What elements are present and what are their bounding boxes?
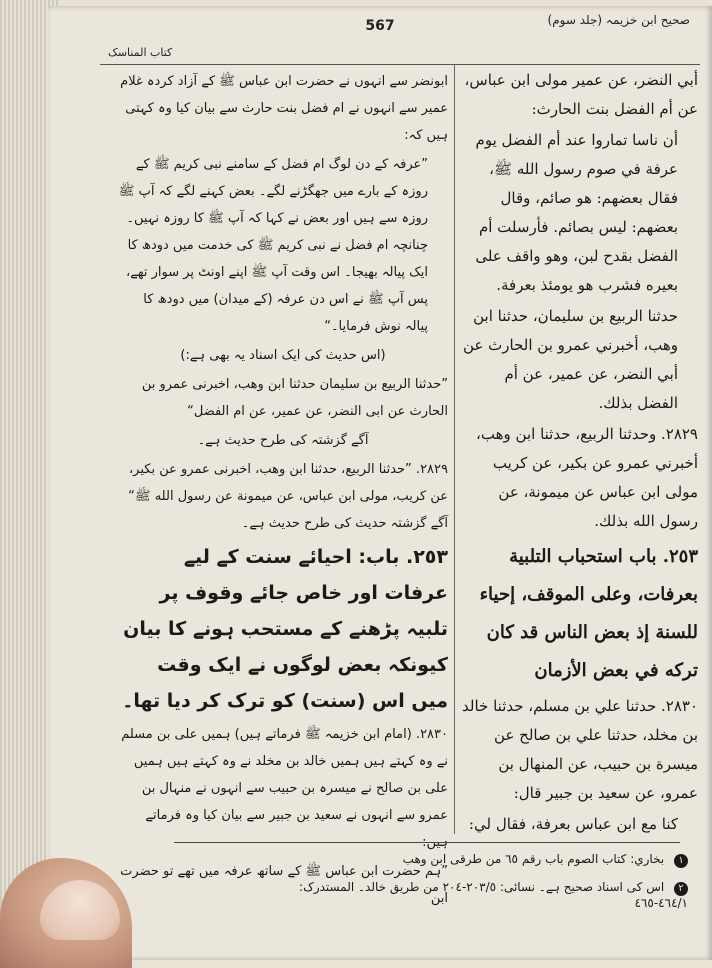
- book-title: صحیح ابن خزیمہ (جلد سوم): [547, 13, 690, 27]
- footnote-1: [278, 852, 688, 868]
- urdu-text: ٢٨٣٠. (امام ابن خزیمہ ﷺ فرماتے ہیں) ہمیں علی بن مسلم نے وہ کہتے ہیں ہمیں خالد بن مخلد نے وہ کہتے ہیں ہمیں علی بن صالح نے میسرہ بن حبیب سے انہوں نے منہال بن عمرو سے انہوں نے سعید بن جبیر سے بیان کیا وہ فرماتے ہیں:: [121, 727, 448, 850]
- arabic-column: [460, 66, 698, 841]
- urdu-chapter-heading: ٢٥٣. باب: احیائے سنت کے لیے عرفات اور خاص جائے وقوف پر تلبیہ پڑھنے کے مستحب ہونے کا بیان کیونکہ بعض لوگوں نے ایک وقت میں اس (سنت) کو ترک کر دیا تھا۔: [122, 546, 448, 712]
- footnote-2: [278, 880, 688, 910]
- arabic-text: حدثنا الربيع بن سليمان، حدثنا ابن وهب، أخبرني عمرو بن الحارث عن أبي النضر، عن عمير، عن أم الفضل بذلك.: [463, 307, 678, 412]
- arabic-chapter-heading: ٢٥٣. باب استحباب التلبية بعرفات، وعلى الموقف، إحياء للسنة إذ بعض الناس قد كان تركه في بعض الأزمان: [479, 546, 698, 681]
- running-header: [48, 10, 712, 59]
- urdu-text: ابونضر سے انہوں نے حضرت ابن عباس ﷺ کے آزاد کردہ غلام عمیر سے انہوں نے ام فضل بنت حارث سے بیان کیا وہ کہتی ہیں کہ:: [120, 74, 448, 143]
- urdu-text: ”عرفہ کے دن لوگ ام فضل کے سامنے نبی کریم ﷺ کے روزہ کے بارے میں جھگڑنے لگے۔ بعض کہنے لگے کہ آپ ﷺ روزہ سے ہیں اور بعض نے کہا کہ آپ ﷺ کا روزہ نہیں۔ چنانچہ ام فضل نے نبی کریم ﷺ کی خدمت میں دودھ کا ایک پیالہ بھیجا۔ اس وقت آپ ﷺ اپنے اونٹ پر سوار تھے، پس آپ ﷺ نے اس دن عرفہ (کے میدان) میں دودھ کا پیالہ نوش فرمایا۔“: [118, 157, 428, 334]
- column-divider: [454, 64, 455, 834]
- arabic-text: أن ناسا تماروا عند أم الفضل يوم عرفة في صوم رسول الله ﷺ، فقال بعضهم: هو صائم، وقال بعضهم: ليس بصائم. فأرسلت أم الفضل بقدح لبن، وهو واقف على بعيره فشرب هو يومئذ بعرفة.: [475, 131, 678, 294]
- arabic-text: أبي النضر، عن عمير مولى ابن عباس، عن أم الفضل بنت الحارث:: [464, 71, 698, 118]
- urdu-text: آگے گزشتہ کی طرح حدیث ہے۔: [197, 433, 369, 448]
- urdu-text: ”حدثنا الربیع بن سلیمان حدثنا ابن وهب، اخبرنی عمرو بن الحارث عن ابی النضر، عن عمیر، عن ام الفضل“: [141, 377, 448, 419]
- urdu-text: ”ہم حضرت ابن عباس ﷺ کے ساتھ عرفہ میں تھے تو حضرت ابن: [120, 864, 448, 906]
- footnote-marker: ١: [674, 854, 688, 868]
- page-number: 567: [365, 18, 395, 34]
- urdu-text: ٢٨٢٩. ”حدثنا الربيع، حدثنا ابن وهب، اخبرنی عمرو عن بكير، عن كريب، مولى ابن عباس، عن ميمونة عن رسول الله ﷺ“ آگے گزشتہ حدیث کی طرح حدیث ہے۔: [128, 462, 448, 531]
- header-rule: [100, 64, 700, 65]
- urdu-text: (اس حدیث کی ایک اسناد یہ بھی ہے:): [180, 348, 386, 363]
- urdu-column: [118, 68, 448, 914]
- arabic-text: ٢٨٢٩. وحدثنا الربيع، حدثنا ابن وهب، أخبرني عمرو عن بكير، عن كريب مولى ابن عباس عن ميمونة، عن رسول الله بذلك.: [476, 425, 698, 530]
- arabic-text: ٢٨٣٠. حدثنا علي بن مسلم، حدثنا خالد بن مخلد، حدثنا علي بن صالح عن ميسرة بن حبيب، عن المنهال بن عمرو، عن سعيد بن جبير قال:: [462, 697, 698, 802]
- arabic-text: كنا مع ابن عباس بعرفة، فقال لي:: [468, 815, 678, 833]
- footnote-rule: [174, 842, 680, 843]
- chapter-title: کتاب المناسک: [108, 46, 173, 59]
- footnote-marker: ٢: [674, 882, 688, 896]
- footnote-text: بخاري: كتاب الصوم باب رقم ٦٥ من طرقى ابن وهب: [402, 852, 665, 866]
- book-page: [48, 6, 712, 960]
- footnote-text: اس کی اسناد صحیح ہے۔ نسائی: ٢٠٣/٥-٢٠٤ من طريق خالد۔ المستدرک: ٤٦٤/١-٤٦٥: [299, 880, 688, 910]
